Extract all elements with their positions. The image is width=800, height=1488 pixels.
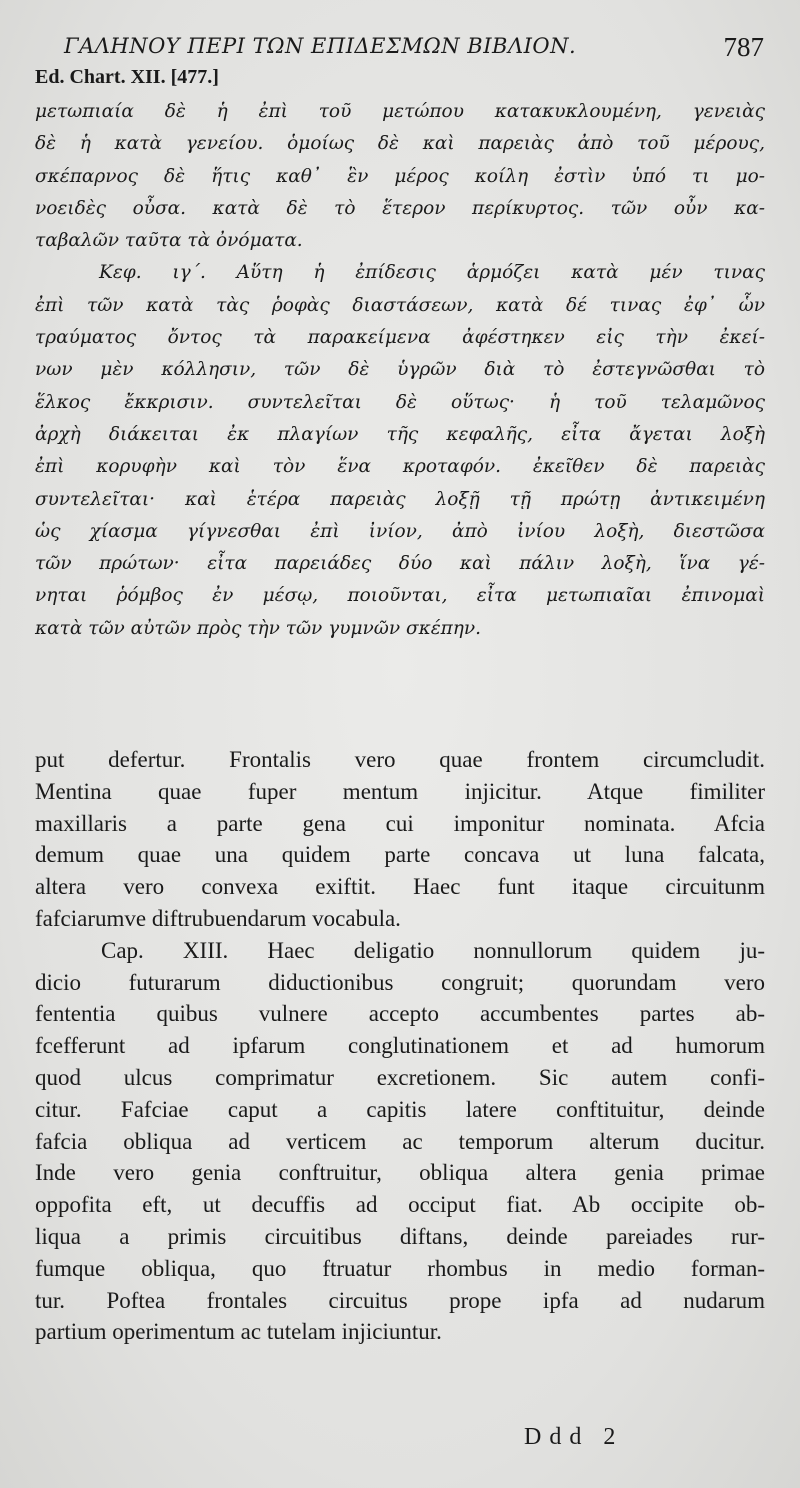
greek-line: ἐπὶ τῶν κατὰ τὰς ῥοφὰς διαστάσεων, κατὰ δέ τινας ἐφ᾿ ὧν <box>35 294 765 316</box>
page-number: 787 <box>723 32 764 62</box>
latin-line: maxillaris a parte gena cui imponitur nominata. Afcia <box>35 810 765 836</box>
greek-line: μετωπιαία δὲ ἡ ἐπὶ τοῦ μετώπου κατακυκλουμένη, γενειὰς <box>35 101 765 122</box>
latin-line: partium operimentum ac tutelam injiciuntur. <box>35 1319 442 1345</box>
greek-chapter-heading-line: Κεφ. ιγ΄. Αὕτη ἡ ἐπίδεσις ἁρμόζει κατὰ μέν τινας <box>99 262 765 284</box>
latin-line: put defertur. Frontalis vero quae frontem circumcludit. <box>35 747 765 772</box>
latin-line: tur. Poftea frontales circuitus prope ipfa ad nudarum <box>35 1287 765 1313</box>
greek-line: ἐπὶ κορυφὴν καὶ τὸν ἕνα κροταφόν. ἐκεῖθεν δὲ παρειὰς <box>35 456 765 478</box>
greek-line: τραύματος ὄντος τὰ παρακείμενα ἀφέστηκεν εἰς τὴν ἐκεί- <box>35 327 765 349</box>
printer-signature-mark: Ddd 2 <box>524 1424 624 1450</box>
greek-text-block <box>35 96 765 645</box>
greek-line: ἕλκος ἔκκρισιν. συντελεῖται δὲ οὕτως· ἡ τοῦ τελαμῶνος <box>35 391 765 413</box>
latin-line: citur. Fafciae caput a capitis latere conftituitur, deinde <box>35 1096 765 1122</box>
greek-line: ταβαλῶν ταῦτα τὰ ὀνόματα. <box>35 230 303 252</box>
edition-reference: Ed. Chart. XII. [477.] <box>35 66 219 88</box>
greek-line: νοειδὲς οὖσα. κατὰ δὲ τὸ ἕτερον περίκυρτος. τῶν οὖν κα- <box>35 197 765 219</box>
latin-line: altera vero convexa exiftit. Haec funt itaque circuitunm <box>35 874 765 900</box>
latin-line: quod ulcus comprimatur excretionem. Sic autem confi- <box>35 1064 765 1090</box>
latin-line: fententia quibus vulnere accepto accumbentes partes ab- <box>35 1001 765 1027</box>
page-header <box>64 30 764 70</box>
latin-line: fcefferunt ad ipfarum conglutinationem et ad humorum <box>35 1033 765 1059</box>
latin-line: Inde vero genia conftruitur, obliqua altera genia primae <box>35 1160 765 1186</box>
latin-line: dicio futurarum diductionibus congruit; quorundam vero <box>35 969 765 995</box>
latin-chapter-heading-line: Cap. XIII. Haec deligatio nonnullorum quidem ju- <box>101 937 765 963</box>
greek-line: σκέπαρνος δὲ ἥτις καθ᾿ ἓν μέρος κοίλη ἐστὶν ὑπό τι μο- <box>35 165 765 187</box>
greek-line: κατὰ τῶν αὐτῶν πρὸς τὴν τῶν γυμνῶν σκέπην. <box>35 617 482 639</box>
greek-line: ὡς χίασμα γίγνεσθαι ἐπὶ ἰνίον, ἀπὸ ἰνίου λοξὴ, διεστῶσα <box>35 520 765 542</box>
running-title: ΓΑΛΗΝΟΥ ΠΕΡΙ ΤΩΝ ΕΠΙΔΕΣΜΩΝ ΒΙΒΛΙΟΝ. <box>64 34 577 58</box>
greek-line: νηται ῥόμβος ἐν μέσῳ, ποιοῦνται, εἶτα μετωπιαῖαι ἐπινομαὶ <box>35 585 765 607</box>
latin-text-block <box>35 744 765 1348</box>
latin-line: fafciarumve diftrubuendarum vocabula. <box>35 905 401 931</box>
latin-line: demum quae una quidem parte concava ut luna falcata, <box>35 842 765 868</box>
greek-line: συντελεῖται· καὶ ἑτέρα παρειὰς λοξῇ τῇ πρώτῃ ἀντικειμένη <box>35 488 765 510</box>
latin-line: fafcia obliqua ad verticem ac temporum alterum ducitur. <box>35 1128 765 1154</box>
latin-line: liqua a primis circuitibus diftans, deinde pareiades rur- <box>35 1223 765 1249</box>
latin-line: fumque obliqua, quo ftruatur rhombus in medio forman- <box>35 1255 765 1281</box>
greek-line: ἀρχὴ διάκειται ἐκ πλαγίων τῆς κεφαλῆς, εἶτα ἄγεται λοξὴ <box>35 423 765 445</box>
greek-line: τῶν πρώτων· εἶτα παρειάδες δύο καὶ πάλιν λοξὴ, ἵνα γέ- <box>35 553 765 575</box>
latin-line: Mentina quae fuper mentum injicitur. Atque fimiliter <box>35 778 765 804</box>
greek-line: δὲ ἡ κατὰ γενείου. ὁμοίως δὲ καὶ παρειὰς ἀπὸ τοῦ μέρους, <box>35 133 765 155</box>
greek-line: νων μὲν κόλλησιν, τῶν δὲ ὑγρῶν διὰ τὸ ἐστεγνῶσθαι τὸ <box>35 359 765 381</box>
latin-line: oppofita eft, ut decuffis ad occiput fiat. Ab occipite ob- <box>35 1192 765 1218</box>
